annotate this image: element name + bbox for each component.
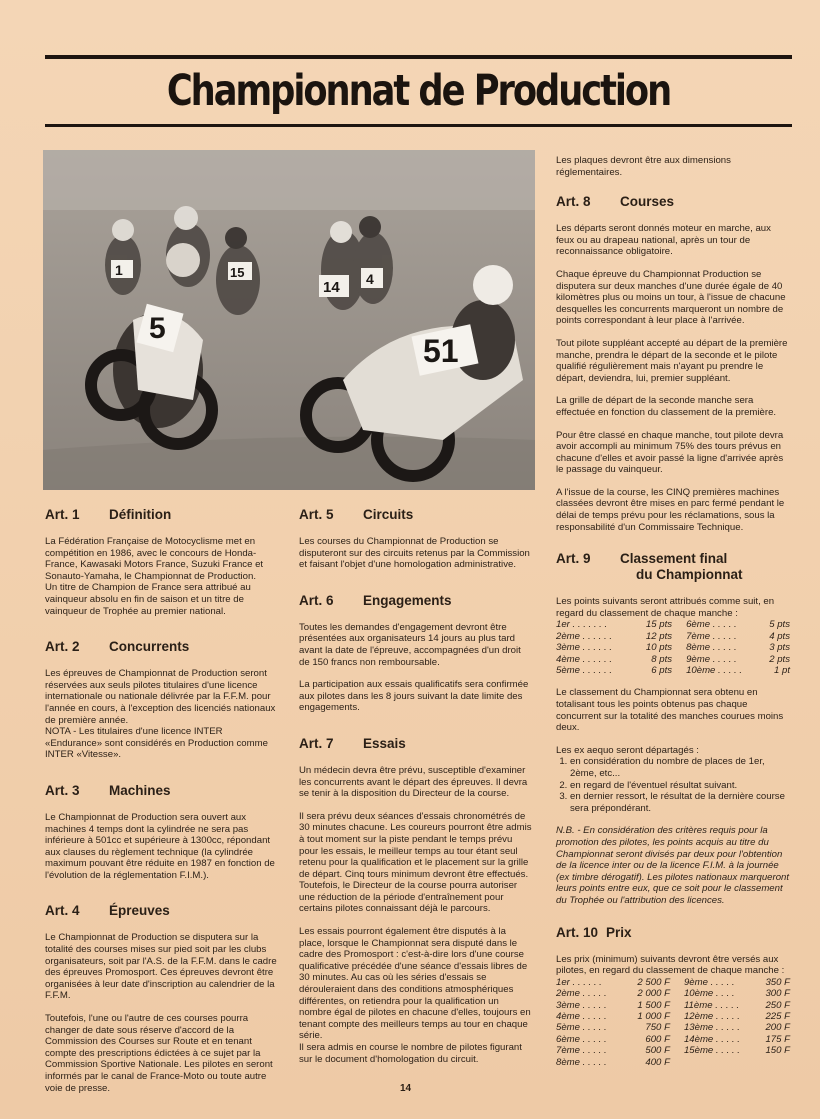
paragraph: Chaque épreuve du Championnat Production se disputera sur deux manches d'une durée égale de 40 kilomètres plus ou moins un tour, à l'issue de chacune desquelles les concurrents marqueront un nombre de points correspondant à leur place à l'arrivée. bbox=[556, 268, 786, 327]
place-cell: 8ème . . . . . bbox=[686, 642, 737, 654]
value-cell: 1 000 F bbox=[637, 1010, 670, 1022]
place-cell: 10ème . . . . bbox=[683, 988, 735, 1000]
place-cell: 9ème . . . . . bbox=[686, 653, 737, 665]
paragraph: Les courses du Championnat de Production se disputeront sur des circuits retenus par la Commission et faisant l'objet d'une homologation administrative. bbox=[299, 536, 530, 571]
column-1 bbox=[45, 507, 277, 1105]
article-number: Art. 9 bbox=[556, 551, 591, 567]
nota-paragraph: NOTA - Les titulaires d'une licence INTER «Endurance» sont considérés en Production comme INTER «Vitesse». bbox=[45, 726, 268, 761]
value-cell: 300 F bbox=[765, 988, 790, 1000]
list-item: 1. en considération du nombre de places de 1er, 2ème, etc... bbox=[570, 756, 790, 779]
article-title: Machines bbox=[109, 782, 171, 798]
art5-heading bbox=[299, 507, 532, 523]
prizes-table bbox=[556, 977, 790, 1068]
paragraph: Un médecin devra être prévu, susceptible d'examiner les concurrents avant le départ des épreuves. Il devra se tenir à la disposition du Directeur de la course. bbox=[299, 764, 528, 800]
plate-number: 1 bbox=[115, 262, 123, 278]
article-number: Art. 8 bbox=[556, 194, 591, 210]
place-cell: 3ème . . . . . bbox=[556, 999, 607, 1011]
paragraph: Le Championnat de Production se disputera sur la totalité des courses mises sur pied soit par les clubs organisateurs, soit par l'A.S. de la F.F.M. dans le cadre des épreuves Promosport. Ces épreuves devront être organisées à leur date d'inscription au calendrier de la F.F.M. bbox=[45, 932, 277, 1002]
plate-number: 4 bbox=[366, 271, 374, 287]
art7-heading bbox=[299, 736, 532, 752]
page-number: 14 bbox=[400, 1083, 412, 1094]
value-cell: 500 F bbox=[645, 1045, 670, 1057]
value-cell: 250 F bbox=[765, 999, 790, 1011]
paragraph: A l'issue de la course, les CINQ premières machines classées devront être mises en parc fermé pendant le délai de temps prévu pour les réclamations, sous la responsabilité d'un Commissaire Technique. bbox=[556, 486, 785, 533]
paragraph: Un titre de Champion de France sera attribué au vainqueur absolu en fin de saison et un titre de vainqueur de Trophée au premier national. bbox=[45, 582, 251, 617]
value-cell: 6 pts bbox=[651, 665, 673, 677]
paragraph: La Fédération Française de Motocyclisme met en compétition en 1986, avec le concours de Honda-France, Kawasaki Motors France, Suzuki France et Sonauto-Yamaha, le Championnat de Production. bbox=[45, 536, 264, 582]
art9-heading bbox=[556, 551, 790, 583]
column-2 bbox=[299, 507, 532, 1065]
paragraph: La participation aux essais qualificatifs sera confirmée aux pilotes dans les 8 jours suivant la date limite des engagements. bbox=[299, 679, 529, 714]
paragraph: Les plaques devront être aux dimensions réglementaires. bbox=[556, 155, 731, 178]
place-cell: 3ème . . . . . . bbox=[556, 642, 612, 654]
article-title: Épreuves bbox=[109, 903, 170, 919]
top-rule bbox=[45, 55, 792, 59]
paragraph: Pour être classé en chaque manche, tout pilote devra avoir accompli au minimum 75% des tours prévus en chacune d'elles et avoir passé la ligne d'arrivée après le passage du vainqueur. bbox=[556, 429, 784, 476]
article-number: Art. 2 bbox=[45, 639, 80, 655]
table-row bbox=[556, 665, 790, 676]
value-cell: 2 000 F bbox=[637, 988, 670, 1000]
value-cell: 2 pts bbox=[769, 653, 790, 665]
value-cell: 175 F bbox=[765, 1033, 790, 1045]
art6-heading bbox=[299, 593, 532, 609]
tiebreak-list bbox=[556, 756, 790, 814]
art1-text bbox=[45, 536, 277, 617]
article-title: Courses bbox=[620, 194, 675, 210]
place-cell: 8ème . . . . . bbox=[556, 1056, 607, 1068]
list-item: 3. en dernier ressort, le résultat de la dernière course sera prépondérant. bbox=[570, 791, 790, 814]
place-cell: 11ème . . . . . bbox=[683, 999, 740, 1011]
value-cell: 15 pts bbox=[645, 619, 673, 631]
value-cell: 750 F bbox=[645, 1022, 670, 1034]
article-title: Classement final bbox=[620, 551, 728, 567]
page-title: Championnat de Production bbox=[166, 66, 671, 116]
list-item: 2. en regard de l'éventuel résultat suivant. bbox=[570, 780, 790, 792]
table-row bbox=[556, 1057, 790, 1068]
paragraph: Tout pilote suppléant accepté au départ de la première manche, prendra le départ de la seconde et le pilote qualifié régulièrement mais n'ayant pu prendre le départ, deviendra, lui, premier suppléant. bbox=[556, 337, 788, 384]
art2-heading bbox=[45, 639, 277, 655]
table-row bbox=[556, 619, 790, 630]
place-cell: 5ème . . . . . bbox=[556, 1022, 607, 1034]
value-cell: 12 pts bbox=[645, 630, 673, 642]
article-title: Circuits bbox=[363, 507, 414, 522]
value-cell: 150 F bbox=[765, 1045, 790, 1057]
place-cell: 2ème . . . . . bbox=[556, 988, 607, 1000]
table-row bbox=[556, 988, 790, 999]
article-number: Art. 6 bbox=[299, 592, 334, 608]
paragraph: Toutes les demandes d'engagement devront être présentées aux organisateurs 14 jours au plus tard avant la date de l'épreuve, accompagnées d'un droit de 150 francs non remboursable. bbox=[299, 621, 521, 668]
place-cell: 9ème . . . . . bbox=[683, 976, 735, 988]
art7-text-end bbox=[299, 926, 532, 1065]
value-cell: 600 F bbox=[645, 1033, 670, 1045]
empty-cell bbox=[684, 1057, 758, 1068]
article-number: Art. 4 bbox=[45, 903, 80, 919]
value-cell: 1 pt bbox=[773, 665, 790, 677]
race-photo bbox=[43, 150, 535, 490]
paragraph: Les épreuves de Championnat de Production seront réservées aux seuls pilotes titulaires d'une licence internationale ou nationale délivrée par la F.F.M. pour l'année en cours, à l'exception des licenciés nationaux de première année. bbox=[45, 668, 276, 726]
paragraph: Toutefois, l'une ou l'autre de ces courses pourra changer de date sous réserve d'accord de la Commission des Courses sur Route et en tenant compte des prescriptions édictées à ce sujet par la Commission Sportive Nationale. Les pilotes en seront informés par le canal de France-Moto ou toute autre voie de presse. bbox=[45, 1013, 273, 1094]
paragraph: Le classement du Championnat sera obtenu en totalisant tous les points obtenus pas chaque concurrent sur la totalité des manches courues moins deux. bbox=[556, 687, 784, 734]
empty-cell bbox=[758, 1057, 790, 1068]
paragraph: Les points suivants seront attribués comme suit, en regard du classement de chaque manche : bbox=[556, 596, 775, 619]
value-cell: 1 500 F bbox=[637, 999, 670, 1011]
table-row bbox=[556, 1022, 790, 1033]
paragraph: Les départs seront donnés moteur en marche, aux feux ou au drapeau national, après un tour de reconnaissance obligatoire. bbox=[556, 223, 771, 258]
article-number: Art. 7 bbox=[299, 735, 334, 751]
paragraph: Les ex aequo seront départagés : bbox=[556, 744, 699, 756]
place-cell: 15ème . . . . . bbox=[683, 1045, 740, 1057]
place-cell: 14ème . . . . . bbox=[683, 1033, 740, 1045]
art8-heading bbox=[556, 194, 790, 210]
article-number: Art. 10 bbox=[556, 924, 599, 940]
table-row bbox=[556, 1045, 790, 1056]
paragraph: Il sera prévu deux séances d'essais chronométrés de 30 minutes chacune. Les coureurs pourront être admis à tout moment sur la piste pendant le temps prévu pour les essais, le meilleur temps au tour étant seul retenu pour la qualification et le placement sur la grille de départ. Cinq tours minimum devront être effectués. Toutefois, le Directeur de la course pourra autoriser une réduction de la période d'entraînement pour certains pilotes connaissant déjà le parcours. bbox=[299, 810, 532, 915]
table-row bbox=[556, 977, 790, 988]
value-cell: 400 F bbox=[645, 1056, 670, 1068]
place-cell: 7ème . . . . . bbox=[556, 1045, 607, 1057]
article-title: Définition bbox=[109, 507, 172, 522]
place-cell: 6ème . . . . . bbox=[556, 1033, 607, 1045]
art4-heading bbox=[45, 903, 277, 919]
place-cell: 5ème . . . . . . bbox=[556, 665, 612, 677]
value-cell: 3 pts bbox=[769, 642, 790, 654]
place-cell: 4ème . . . . . . bbox=[556, 653, 612, 665]
value-cell: 5 pts bbox=[769, 619, 790, 631]
value-cell: 2 500 F bbox=[637, 976, 670, 988]
nb-note: N.B. - En considération des critères requis pour la promotion des pilotes, les points acquis au titre du Championnat seront divisés par deux pour l'obtention de la licence inter ou de la licence F.I.M. à la journée (ex timbre dérogatif). Les pilotes nationaux marqueront leurs points entre eux, que ce soit pour le classement du Trophée ou l'attribution des licences. bbox=[556, 825, 790, 906]
art2-text bbox=[45, 668, 277, 761]
place-cell: 1er . . . . . . bbox=[556, 976, 602, 988]
place-cell: 7ème . . . . . bbox=[686, 630, 737, 642]
article-title: Essais bbox=[363, 735, 406, 751]
art1-heading bbox=[45, 507, 277, 523]
title-underline bbox=[45, 124, 792, 127]
table-row bbox=[556, 631, 790, 642]
table-row bbox=[556, 654, 790, 665]
place-cell: 1er . . . . . . . bbox=[556, 619, 608, 631]
value-cell: 4 pts bbox=[769, 630, 790, 642]
plate-number: 51 bbox=[423, 333, 459, 369]
table-row bbox=[556, 1000, 790, 1011]
article-number: Art. 3 bbox=[45, 782, 80, 798]
article-number: Art. 1 bbox=[45, 507, 80, 522]
paragraph: Les prix (minimum) suivants devront être versés aux pilotes, en regard du classement de chaque manche : bbox=[556, 953, 785, 977]
plate-number: 5 bbox=[149, 312, 166, 345]
place-cell: 4ème . . . . . bbox=[556, 1010, 607, 1022]
article-number: Art. 5 bbox=[299, 507, 334, 522]
paragraph: Le Championnat de Production sera ouvert aux machines 4 temps dont la cylindrée ne sera pas inférieure à 501cc et supérieure à 1300cc, répondant aux clauses du règlement technique (la cylindrée maximum pouvant être réduite en 1987 en fonction de l'évolution de la réglementation F.I.M.). bbox=[45, 811, 275, 881]
column-3 bbox=[556, 155, 790, 1068]
value-cell: 8 pts bbox=[651, 653, 673, 665]
place-cell: 12ème . . . . . bbox=[683, 1010, 740, 1022]
article-title-line2: du Championnat bbox=[636, 567, 743, 583]
paragraph: La grille de départ de la seconde manche sera effectuée en fonction du classement de la première. bbox=[556, 395, 777, 418]
value-cell: 225 F bbox=[765, 1010, 790, 1022]
value-cell: 200 F bbox=[765, 1022, 790, 1034]
plate-number: 14 bbox=[323, 279, 340, 296]
article-title: Prix bbox=[606, 924, 632, 940]
plate-number: 15 bbox=[230, 265, 245, 280]
table-row bbox=[556, 1011, 790, 1022]
paragraph: Les essais pourront également être disputés à la place, lorsque le Championnat sera disputé dans le cadre des Promosport : c'est-à-dire lors d'une course qualificative précédée d'une séance d'essais libres de 30 minutes. Au cas où les séries d'essais se dérouleraient dans des conditions atmosphériques différentes, on retiendra pour la qualification un nombre égal de pilotes en chacune d'elles, toujours en tenant compte des meilleurs temps au tour en chaque série. bbox=[299, 926, 531, 1042]
points-table bbox=[556, 619, 790, 676]
table-row bbox=[556, 1034, 790, 1045]
article-title: Concurrents bbox=[109, 639, 190, 655]
place-cell: 13ème . . . . . bbox=[683, 1022, 740, 1034]
value-cell: 350 F bbox=[765, 976, 790, 988]
place-cell: 6ème . . . . . bbox=[686, 619, 737, 631]
place-cell: 2ème . . . . . . bbox=[556, 630, 612, 642]
art10-heading bbox=[556, 925, 790, 941]
art3-heading bbox=[45, 783, 277, 799]
value-cell: 10 pts bbox=[645, 642, 673, 654]
motorcycle-race-image bbox=[43, 150, 535, 490]
place-cell: 10ème . . . . . bbox=[686, 665, 743, 677]
paragraph: Il sera admis en course le nombre de pilotes figurant sur le document d'homologation du circuit. bbox=[299, 1042, 522, 1065]
table-row bbox=[556, 642, 790, 653]
article-title: Engagements bbox=[363, 592, 452, 608]
